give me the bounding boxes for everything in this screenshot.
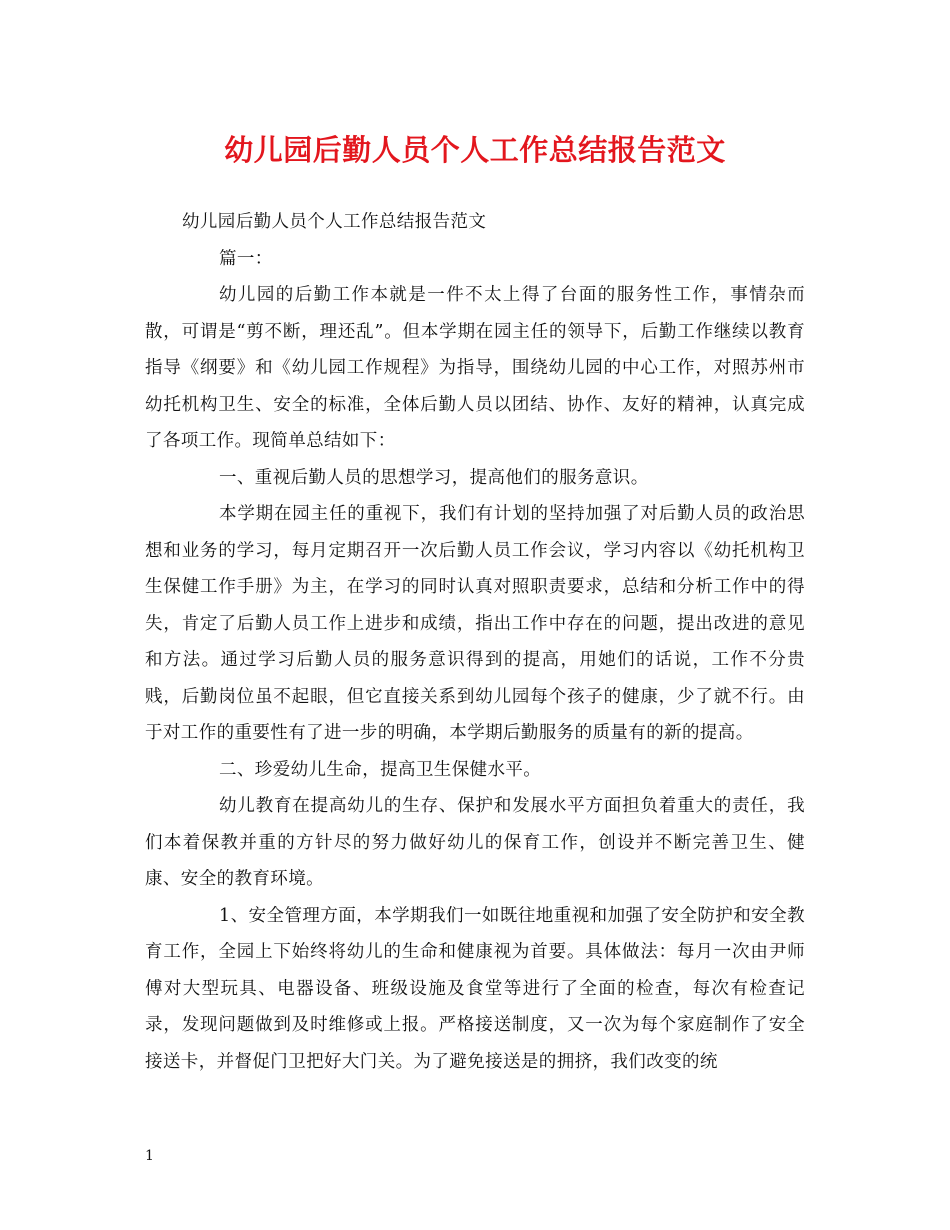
page-number: 1: [145, 1148, 154, 1164]
paragraph-safety-management: 1、安全管理方面，本学期我们一如既往地重视和加强了安全防护和安全教育工作，全园上下始终将幼儿的生命和健康视为首要。具体做法：每月一次由尹师傅对大型玩具、电器设备、班级设施及食堂等进行了全面的检查，每次有检查记录，发现问题做到及时维修或上报。严格接送制度，又一次为每个家庭制作了安全接送卡，并督促门卫把好大门关。为了避免接送是的拥挤，我们改变的统: [145, 905, 805, 1072]
document-body: [145, 204, 805, 1080]
part-label: 篇一：: [219, 248, 273, 269]
paragraph-section-2: 幼儿教育在提高幼儿的生存、保护和发展水平方面担负着重大的责任，我们本着保教并重的方针尽的努力做好幼儿的保育工作，创设并不断完善卫生、健康、安全的教育环境。: [145, 796, 805, 889]
document-title: 幼儿园后勤人员个人工作总结报告范文: [224, 133, 726, 167]
document-subtitle: 幼儿园后勤人员个人工作总结报告范文: [182, 212, 487, 232]
paragraph-section-1: 本学期在园主任的重视下，我们有计划的坚持加强了对后勤人员的政治思想和业务的学习，每月定期召开一次后勤人员工作会议，学习内容以《幼托机构卫生保健工作手册》为主，在学习的同时认真对照职责要求，总结和分析工作中的得失，肯定了后勤人员工作上进步和成绩，指出工作中存在的问题，提出改进的意见和方法。通过学习后勤人员的服务意识得到的提高，用她们的话说，工作不分贵贱，后勤岗位虽不起眼，但它直接关系到幼儿园每个孩子的健康，少了就不行。由于对工作的重要性有了进一步的明确，本学期后勤服务的质量有的新的提高。: [145, 504, 805, 743]
section-heading-2: 二、珍爱幼儿生命，提高卫生保健水平。: [219, 759, 542, 780]
section-heading-1: 一、重视后勤人员的思想学习，提高他们的服务意识。: [219, 467, 649, 488]
paragraph-intro: 幼儿园的后勤工作本就是一件不太上得了台面的服务性工作，事情杂而散，可谓是“剪不断，理还乱”。但本学期在园主任的领导下，后勤工作继续以教育指导《纲要》和《幼儿园工作规程》为指导，围绕幼儿园的中心工作，对照苏州市幼托机构卫生、安全的标准，全体后勤人员以团结、协作、友好的精神，认真完成了各项工作。现简单总结如下：: [145, 285, 805, 451]
